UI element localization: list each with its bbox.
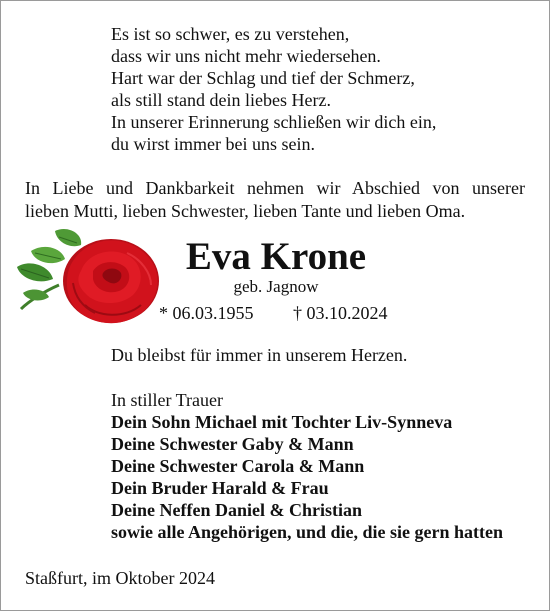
poem — [111, 23, 436, 155]
mourning-lead: In stiller Trauer — [111, 390, 223, 410]
poem-line: Hart war der Schlag und tief der Schmerz, — [111, 68, 415, 88]
remembrance-line: Du bleibst für immer in unserem Herzen. — [111, 345, 408, 365]
mourners-block — [111, 389, 503, 543]
mourner-entry: sowie alle Angehörigen, und die, die sie gern hatten — [111, 522, 504, 542]
poem-line: Es ist so schwer, es zu verstehen, — [111, 24, 350, 44]
birth-date: * 06.03.1955 — [159, 303, 254, 323]
farewell-line: In Liebe und Dankbarkeit nehmen wir Abschied von unserer — [25, 178, 525, 198]
mourner-entry: Dein Sohn Michael mit Tochter Liv-Synneva — [111, 412, 453, 432]
death-date: † 03.10.2024 — [293, 303, 388, 323]
poem-line: dass wir uns nicht mehr wiedersehen. — [111, 46, 381, 66]
mourner-entry: Deine Schwester Carola & Mann — [111, 456, 365, 476]
deceased-name: Eva Krone — [185, 235, 367, 278]
poem-line: In unserer Erinnerung schließen wir dich ein, — [111, 112, 437, 132]
rose-image — [15, 223, 163, 331]
place-and-date: Staßfurt, im Oktober 2024 — [25, 568, 215, 588]
mourner-entry: Deine Schwester Gaby & Mann — [111, 434, 354, 454]
mourner-list — [111, 411, 503, 543]
farewell-line: lieben Mutti, lieben Schwester, lieben Tante und lieben Oma. — [25, 201, 466, 221]
poem-line: als still stand dein liebes Herz. — [111, 90, 331, 110]
mourner-entry: Deine Neffen Daniel & Christian — [111, 500, 362, 520]
mourner-entry: Dein Bruder Harald & Frau — [111, 478, 329, 498]
farewell-text — [25, 177, 525, 223]
poem-line: du wirst immer bei uns sein. — [111, 134, 315, 154]
maiden-name: geb. Jagnow — [233, 277, 319, 296]
